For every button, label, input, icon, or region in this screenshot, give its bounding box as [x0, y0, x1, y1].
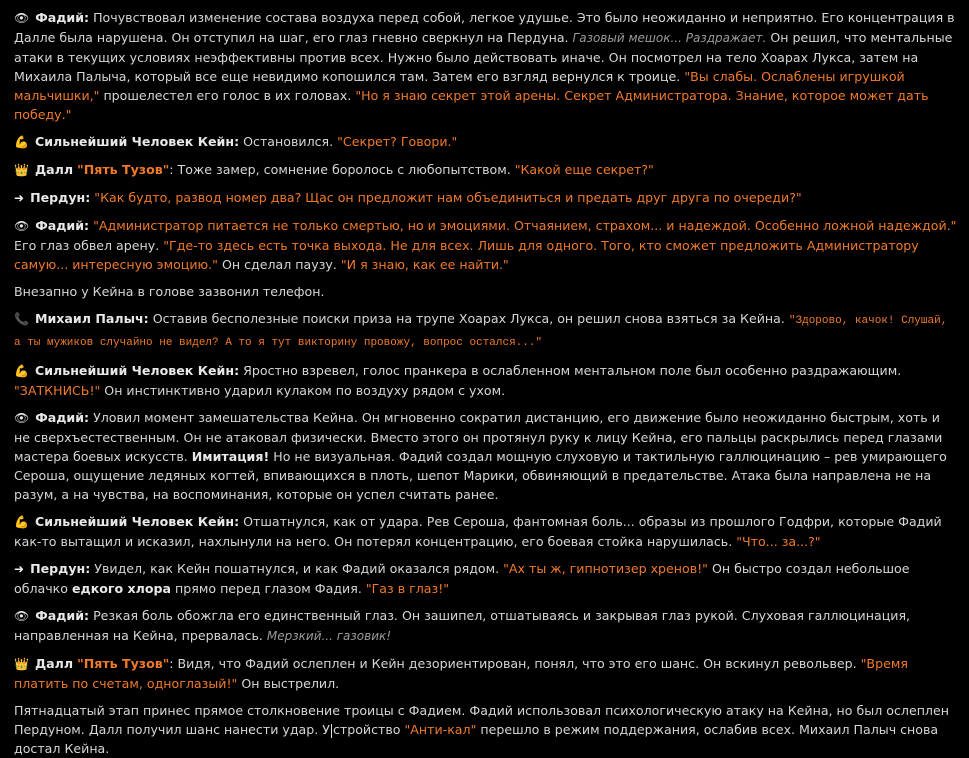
crown-icon: 👑 — [14, 163, 29, 177]
narration: : Тоже замер, сомнение боролось с любопытством. — [169, 162, 515, 177]
speaker-name: Фадий: — [35, 410, 90, 425]
quote: "Где-то здесь есть точка выхода. Не для всех. Лишь для одного. Того, кто сможет предложить Администратору самую... интересную эмоцию." — [14, 238, 919, 272]
speaker-title: "Пять Тузов" — [77, 656, 170, 671]
speaker-name: Фадий: — [35, 218, 90, 233]
speaker-name: Пердун: — [30, 190, 91, 205]
narration: Уловил момент замешательства Кейна. Он мгновенно сократил дистанцию, его движение было неожиданно быстрым, хоть и не сверхъестественным. Он не атаковал физически. Вместо этого он протянул руку к лицу Кейна, его пальцы раскрылись перед глазами мастера боевых искусств. — [14, 410, 943, 464]
narration-line: Внезапно у Кейна в голове зазвонил телефон. — [14, 284, 325, 299]
narration: Он выстрелил. — [237, 676, 340, 691]
quote: "Вы слабы. Ослаблены игрушкой мальчишки," — [14, 69, 905, 103]
muscle-icon: 💪 — [14, 135, 29, 149]
phone-quote: "Здорово, качок! Слушай, а ты мужиков случайно не видел? А то я тут викторину провожу, вопрос остался..." — [14, 315, 948, 349]
quote: "Какой еще секрет?" — [514, 162, 654, 177]
emphasis: едкого хлора — [72, 581, 172, 596]
message-kain — [14, 361, 958, 400]
speaker-name: Пердун: — [30, 561, 91, 576]
quote: "Администратор питается не только смертью, но и эмоциями. Отчаянием, страхом... и надеждой. Особенно ложной надеждой." — [93, 218, 957, 233]
message-fadiy — [14, 216, 958, 274]
eye-icon: 👁 — [14, 219, 30, 233]
narration: Он инстинктивно ударил кулаком по воздуху рядом с ухом. — [100, 383, 506, 398]
narration: Резкая боль обожгла его единственный глаз. Он зашипел, отшатываясь и закрывая глаз рукой. Слуховая галлюцинация, направленная на Кейна, прервалась. — [14, 608, 911, 643]
eye-icon: 👁 — [14, 411, 30, 425]
narration: Пятнадцатый этап принес прямое столкновение троицы с Фадием. Фадий использовал психологическую атаку на Кейна, но был ослеплен Пердуном. Далл получил шанс нанести удар. У — [14, 703, 949, 737]
quote: "ЗАТКНИСЬ!" — [14, 383, 101, 398]
message-kain — [14, 132, 958, 152]
speaker-name: Фадий: — [35, 608, 90, 623]
narration: Он решил, что ментальные атаки в текущих условиях неэффективны против всех. Нужно было действовать иначе. Он посмотрел на тело Хоарах Лукса, затем на Михаила Палыча, который все еще невидимо копошился там. Затем его взгляд вернулся к троице. — [14, 30, 953, 84]
narration: прямо перед глазом Фадия. — [171, 581, 366, 596]
quote: "Как будто, развод номер два? Щас он предложит нам объединиться и предать друг друга по очереди?" — [94, 190, 802, 205]
message-dall — [14, 654, 958, 693]
narration: Увидел, как Кейн пошатнулся, и как Фадий оказался рядом. — [90, 561, 504, 576]
message-dall — [14, 160, 958, 180]
muscle-icon: 💪 — [14, 515, 29, 529]
quote: "Секрет? Говори." — [337, 134, 458, 149]
crown-icon: 👑 — [14, 657, 29, 671]
narration: Он быстро создал небольшое облачко — [14, 561, 910, 596]
narration: Его глаз обвел арену. — [14, 238, 164, 253]
speaker-name: Сильнейший Человек Кейн: — [34, 363, 240, 378]
message-perdun — [14, 188, 958, 208]
narration: : Видя, что Фадий ослеплен и Кейн дезориентирован, понял, что это его шанс. Он вскинул револьвер. — [169, 656, 861, 671]
message-kain — [14, 512, 958, 551]
narration: перешло в режим поддержания, ослабив всех. Михаил Палыч снова достал Кейна. — [14, 722, 939, 756]
narration: Оставив бесполезные поиски приза на трупе Хоарах Лукса, он решил снова взяться за Кейна. — [148, 311, 789, 326]
narration: Но не визуальная. Фадий создал мощную слуховую и тактильную галлюцинацию – рев умирающего Сероша, ощущение ледяных когтей, впивающихся в плоть, шепот Марики, обвиняющий в предательстве. Атака была направлена не на разум, а на чувства, на воспоминания, которые он успел считать ранее. — [14, 449, 947, 502]
narration: прошелестел его голос в их головах. — [99, 88, 356, 103]
muscle-icon: 💪 — [14, 364, 29, 378]
eye-icon: 👁 — [14, 609, 30, 623]
narration: стройство — [332, 722, 405, 737]
quote: "Время платить по счетам, одноглазый!" — [14, 656, 908, 691]
speaker-name: Михаил Палыч: — [34, 311, 149, 326]
message-mikhail — [14, 309, 958, 353]
emphasis: Имитация! — [191, 449, 270, 464]
speaker-name: Сильнейший Человек Кейн: — [34, 514, 240, 529]
speaker-name: Далл — [34, 656, 74, 671]
speaker-name: Далл — [34, 162, 74, 177]
inner-thought: Газовый мешок... Раздражает. — [572, 31, 767, 45]
quote: "Что... за...?" — [736, 534, 821, 549]
arrow-icon: ➜ — [14, 562, 25, 576]
message-fadiy — [14, 8, 958, 124]
speaker-title: "Пять Тузов" — [77, 162, 170, 177]
eye-icon: 👁 — [14, 11, 30, 25]
summary-paragraph — [14, 701, 958, 758]
message-fadiy — [14, 408, 958, 504]
quote: "Анти-кал" — [404, 722, 477, 737]
quote: "Ах ты ж, гипнотизер хренов!" — [503, 561, 708, 576]
quote: "Газ в глаз!" — [365, 581, 450, 596]
speaker-name: Фадий: — [35, 10, 90, 25]
arrow-icon: ➜ — [14, 191, 25, 205]
speaker-name: Сильнейший Человек Кейн: — [34, 134, 240, 149]
quote: "И я знаю, как ее найти." — [340, 257, 509, 272]
narration: Он сделал паузу. — [217, 257, 341, 272]
narration: Яростно взревел, голос пранкера в ослабленном ментальном поле был особенно раздражающим. — [239, 363, 902, 378]
narration: Отшатнулся, как от удара. Рев Сероша, фантомная боль... образы из прошлого Годфри, которые Фадий как-то вытащил и исказил, нахлынули на него. Он потерял концентрацию, его боевая стойка нарушилась. — [14, 514, 942, 549]
narration: Остановился. — [239, 134, 338, 149]
message-perdun — [14, 559, 958, 598]
phone-icon: 📞 — [14, 312, 29, 326]
narration: Почувствовал изменение состава воздуха перед собой, легкое удушье. Это было неожиданно и неприятно. Его концентрация в Далле была нарушена. Он отступил на шаг, его глаз гневно сверкнул на Пердуна. — [14, 10, 955, 45]
message-fadiy — [14, 606, 958, 646]
chat-log — [14, 8, 958, 758]
inner-thought: Мерзкий... газовик! — [266, 629, 392, 643]
quote: "Но я знаю секрет этой арены. Секрет Администратора. Знание, которое может дать победу." — [14, 88, 929, 122]
